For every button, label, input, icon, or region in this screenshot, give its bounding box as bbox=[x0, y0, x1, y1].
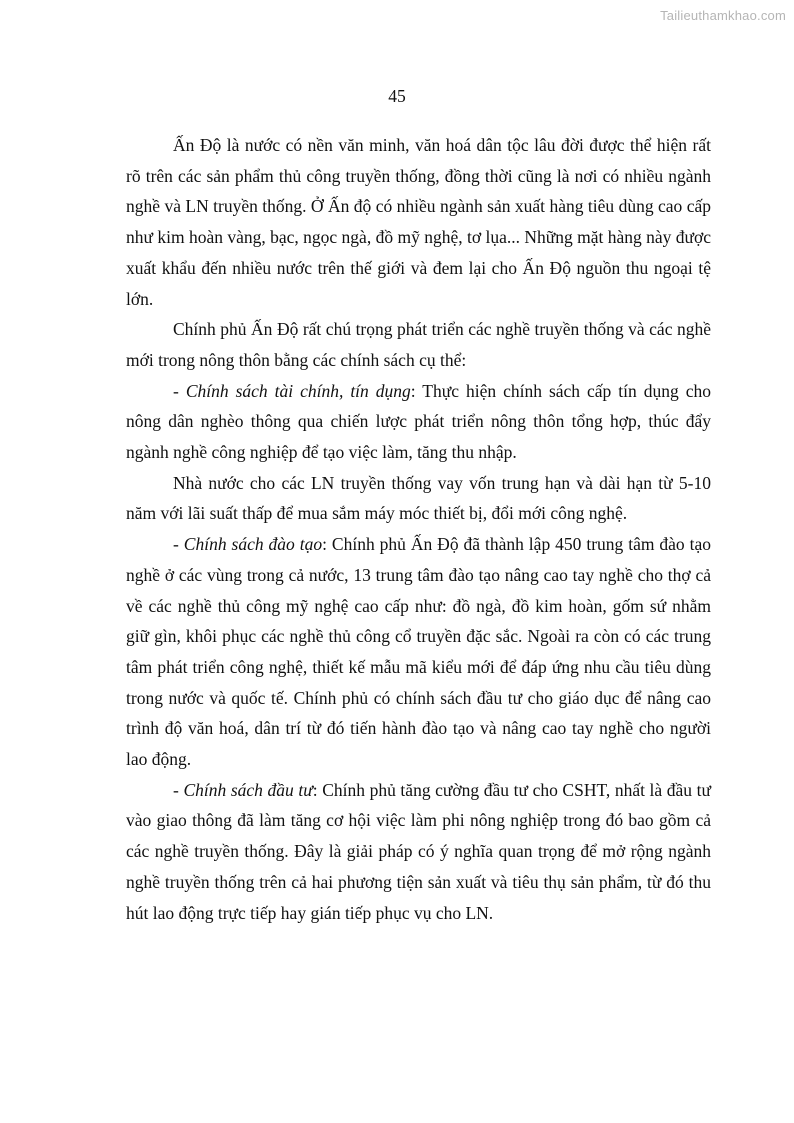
paragraph-india-crafts bbox=[126, 130, 711, 314]
paragraph-text: Nhà nước cho các LN truyền thống vay vốn trung hạn và dài hạn từ 5-10 năm với lãi suất thấp để mua sắm máy móc thiết bị, đổi mới công nghệ. bbox=[126, 472, 711, 524]
bullet-dash: - bbox=[173, 380, 186, 401]
paragraph-text: : Thực hiện chính sách cấp tín dụng cho nông dân nghèo thông qua chiến lược phát triển nông thôn tổng hợp, thúc đẩy ngành nghề công nghiệp để tạo việc làm, tăng thu nhập. bbox=[126, 380, 711, 463]
paragraph-text: Chính phủ Ấn Độ rất chú trọng phát triển các nghề truyền thống và các nghề mới trong nông thôn bằng các chính sách cụ thể: bbox=[126, 319, 711, 370]
paragraph-text: : Chính phủ Ấn Độ đã thành lập 450 trung tâm đào tạo nghề ở các vùng trong cả nước, 13 trung tâm đào tạo nâng cao tay nghề cho thợ cả về các nghề thủ công mỹ nghệ cao cấp như: đồ ngà, đồ kim hoàn, gốm sứ nhằm giữ gìn, khôi phục các nghề thủ công cổ truyền đặc sắc. Ngoài ra còn có các trung tâm phát triển công nghệ, thiết kế mẫu mã kiểu mới để đáp ứng nhu cầu tiêu dùng trong nước và quốc tế. Chính phủ có chính sách đầu tư cho giáo dục để nâng cao trình độ văn hoá, dân trí từ đó tiến hành đào tạo và nâng cao tay nghề cho người lao động. bbox=[126, 534, 712, 770]
paragraph-text: : Chính phủ tăng cường đầu tư cho CSHT, nhất là đầu tư vào giao thông đã làm tăng cơ hội việc làm phi nông nghiệp trong đó bao gồm cả các nghề truyền thống. Đây là giải pháp có ý nghĩa quan trọng để mở rộng ngành nghề truyền thống trên cả hai phương tiện sản xuất và tiêu thụ sản phẩm, từ đó thu hút lao động trực tiếp hay gián tiếp phục vụ cho LN. bbox=[126, 779, 711, 923]
bullet-dash: - bbox=[173, 534, 184, 555]
paragraph-government-policy bbox=[126, 314, 711, 375]
paragraph-training-policy bbox=[126, 529, 711, 775]
bullet-dash: - bbox=[173, 779, 184, 800]
document-body bbox=[126, 130, 711, 928]
paragraph-loans bbox=[126, 468, 711, 529]
paragraph-investment-policy bbox=[126, 775, 711, 929]
policy-heading-investment: Chính sách đầu tư bbox=[183, 779, 313, 800]
watermark: Tailieuthamkhao.com bbox=[660, 8, 786, 23]
page-number: 45 bbox=[388, 86, 406, 106]
policy-heading-training: Chính sách đào tạo bbox=[183, 534, 323, 555]
paragraph-text: Ấn Độ là nước có nền văn minh, văn hoá dân tộc lâu đời được thể hiện rất rõ trên các sản phẩm thủ công truyền thống, đồng thời cũng là nơi có nhiều ngành nghề và LN truyền thống. Ở Ấn độ có nhiều ngành sản xuất hàng tiêu dùng cao cấp như kim hoàn vàng, bạc, ngọc ngà, đồ mỹ nghệ, tơ lụa... Những mặt hàng này được xuất khẩu đến nhiều nước trên thế giới và đem lại cho Ấn Độ nguồn thu ngoại tệ lớn. bbox=[126, 135, 711, 309]
policy-heading-finance: Chính sách tài chính, tín dụng bbox=[185, 380, 411, 401]
paragraph-finance-credit-policy bbox=[126, 376, 711, 468]
